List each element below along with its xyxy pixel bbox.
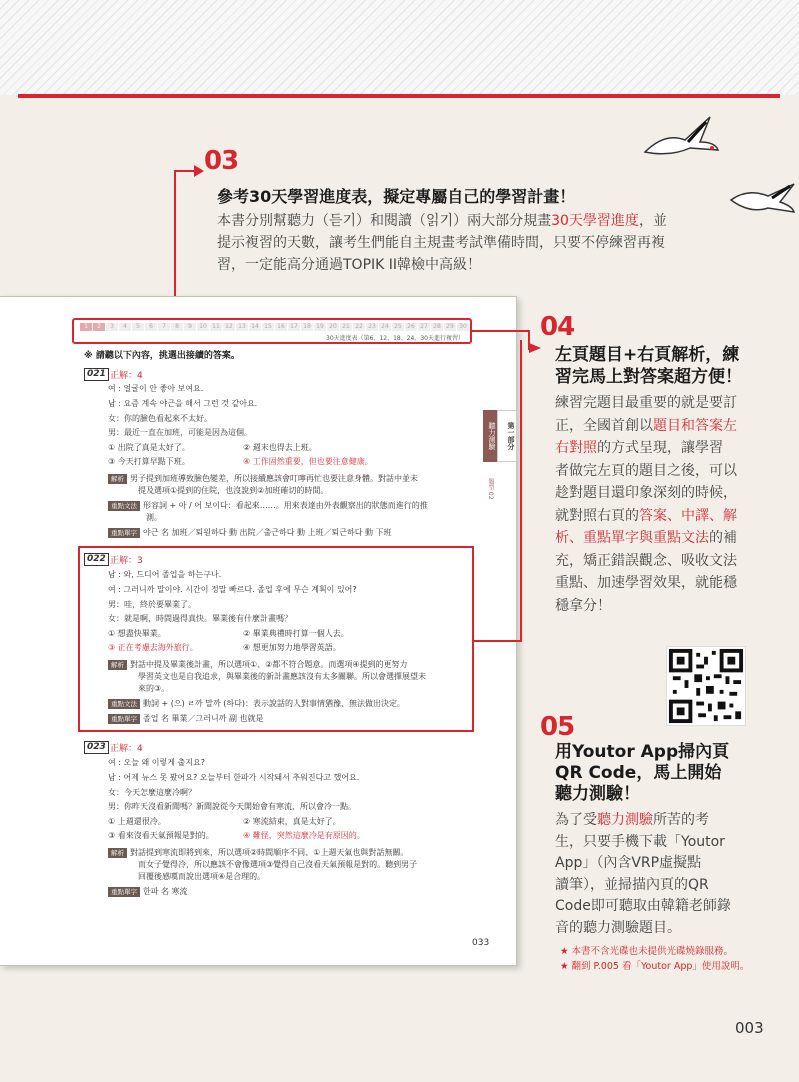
question-number: 022 xyxy=(84,553,109,566)
dialogue-line: 여 : 그러니까 말이야. 시간이 정말 빠르다. 졸업 후에 무슨 계획이 있어? xyxy=(108,585,357,594)
body-line: 就對照右頁的答案、中譯、解 xyxy=(555,507,737,524)
progress-cells xyxy=(80,323,470,331)
progress-table xyxy=(72,318,472,344)
body-line: 充，矯正錯誤觀念、吸收文法 xyxy=(555,552,737,569)
arrow-head-icon xyxy=(194,165,204,177)
question-number: 023 xyxy=(84,741,109,754)
dialogue-line: 女：你的臉色看起來不太好。 xyxy=(108,414,212,423)
body-line: App」（內含VRP虛擬點 xyxy=(555,855,702,871)
answer-label: 正解：3 xyxy=(110,556,143,566)
header-divider xyxy=(18,94,780,98)
section-title: 用Youtor App掃內頁 QR Code，馬上開始 聽力測驗！ xyxy=(555,742,730,804)
progress-day-cell: 7 xyxy=(158,323,170,331)
question-number: 021 xyxy=(84,368,109,381)
progress-day-cell: 16 xyxy=(275,323,287,331)
dialogue-line: 男：哇，終於要畢業了。 xyxy=(108,600,196,609)
answer-label: 正解：4 xyxy=(110,371,143,381)
option-correct: ④ 工作固然重要，但也要注意健康。 xyxy=(243,457,373,466)
progress-day-cell: 4 xyxy=(119,323,131,331)
body-line: 音的聽力測驗題目。 xyxy=(555,919,681,936)
option-correct: ③ 正在考慮去海外旅行。 xyxy=(108,643,198,652)
explanation: 解析 對話提到寒流即將到來，所以選項②時間順序不同、①上週天氣也與對話無關。 xyxy=(108,847,408,858)
section-body xyxy=(555,810,765,939)
progress-day-cell: 2 xyxy=(93,323,105,331)
dialogue-line: 여 : 얼굴이 안 좋아 보여요. xyxy=(108,384,204,393)
dialogue-line: 남 : 와, 드디어 졸업을 하는구나. xyxy=(108,570,222,579)
progress-day-cell: 13 xyxy=(236,323,248,331)
option: ② 週末也得去上班。 xyxy=(243,443,317,452)
dialogue-line: 여 : 오늘 왜 이렇게 춥지요? xyxy=(108,758,205,767)
option: ② 寒流結束，真是太好了。 xyxy=(243,817,341,826)
option: ③ 今天打算早點下班。 xyxy=(108,457,190,466)
section-body xyxy=(555,392,765,617)
progress-day-cell: 10 xyxy=(197,323,209,331)
footnote: ★ 本書不含光碟也未提供光碟燒錄服務。 xyxy=(560,946,734,957)
option: ① 上週還很冷。 xyxy=(108,817,166,826)
option: ① 想盡快畢業。 xyxy=(108,629,166,638)
progress-day-cell: 6 xyxy=(145,323,157,331)
progress-day-cell: 11 xyxy=(210,323,222,331)
progress-day-cell: 14 xyxy=(249,323,261,331)
page-number: 003 xyxy=(735,1019,764,1037)
body-line: 重點、加速學習效果，就能穩 xyxy=(555,575,737,591)
dialogue-line: 男：你昨天沒看新聞嗎？新聞說從今天開始會有寒流，所以會冷一點。 xyxy=(108,802,356,811)
progress-day-cell: 20 xyxy=(327,323,339,331)
connector-line xyxy=(474,640,522,642)
arrow-head-icon xyxy=(529,343,541,353)
progress-day-cell: 25 xyxy=(392,323,404,331)
vocab-note: 重點單字 졸업 名 畢業／그러니까 副 也就是 xyxy=(108,713,264,724)
explanation: 來的③。 xyxy=(138,684,170,693)
body-line: 生，只要手機下載「Youtor xyxy=(555,833,725,850)
section-number: 03 xyxy=(204,146,239,176)
option: ④ 想更加努力地學習英語。 xyxy=(243,643,341,652)
progress-day-cell: 15 xyxy=(262,323,274,331)
answer-label: 正解：4 xyxy=(110,744,143,754)
section-title: 參考30天學習進度表，擬定專屬自己的學習計畫！ xyxy=(217,187,576,206)
body-line: 練習完題目最重要的就是要訂 xyxy=(555,395,737,411)
header-pattern xyxy=(0,0,799,95)
inner-page-number: 033 xyxy=(472,938,490,948)
section-body: 本書分別幫聽力（듣기）和閱讀（읽기）兩大部分規畫30天學習進度，並 提示複習的天數，讓考生們能自主規畫考試準備時間，只要不停練習再複 習，一定能高分通過TOPIK II韓檢中高級！ xyxy=(217,213,667,273)
crane-icon xyxy=(640,112,720,162)
progress-day-cell: 1 xyxy=(80,323,92,331)
grammar-note: 重點文法 動詞 + (으) ㄹ까 말까 (하다)：表示說話的人對事情猶豫、無法做出決定。 xyxy=(108,698,405,709)
section-number: 04 xyxy=(540,312,575,342)
dialogue-line: 女：今天怎麼這麼冷啊？ xyxy=(108,788,196,797)
dialogue-line: 男：最近一直在加班，可能是因為這個。 xyxy=(108,428,252,437)
progress-day-cell: 22 xyxy=(353,323,365,331)
progress-day-cell: 29 xyxy=(444,323,456,331)
explanation: 解析 男子提到加班導致臉色變差，所以接續應該會叮嚀再忙也要注意身體。對話中並未 xyxy=(108,473,418,484)
explanation: 解析 對話中提及畢業後計畫，所以選項①、②都不符合題意。而選項④提到的更努力 xyxy=(108,659,408,670)
progress-day-cell: 21 xyxy=(340,323,352,331)
side-note: 題型 02 xyxy=(487,478,494,500)
body-line: 正，全國首創以題目和答案左 xyxy=(555,417,737,434)
progress-day-cell: 19 xyxy=(314,323,326,331)
side-tab: 聽力測驗 xyxy=(483,410,497,462)
progress-day-cell: 9 xyxy=(184,323,196,331)
body-line: 右對照的方式呈現，讓學習 xyxy=(555,440,723,456)
body-line: 析、重點單字與重點文法的補 xyxy=(555,530,737,546)
body-line: 穩拿分！ xyxy=(555,597,611,614)
body-line: 趁對題目還印象深刻的時候， xyxy=(555,485,737,501)
option: ② 畢業典禮時打算一個人去。 xyxy=(243,629,349,638)
progress-day-cell: 28 xyxy=(431,323,443,331)
qr-code-icon xyxy=(666,646,746,726)
progress-day-cell: 18 xyxy=(301,323,313,331)
vocab-note: 重點單字 야근 名 加班／퇴원하다 動 出院／출근하다 動 上班／퇴근하다 動 下班 xyxy=(108,527,392,538)
instruction-text: ※ 請聽以下內容，挑選出接續的答案。 xyxy=(84,351,240,361)
dialogue-line: 남 : 어제 뉴스 못 봤어요? 오늘부터 한파가 시작돼서 추워진다고 했어요. xyxy=(108,773,360,782)
dialogue-line: 女：就是啊，時間過得真快。畢業後有什麼計畫嗎？ xyxy=(108,614,292,623)
progress-day-cell: 23 xyxy=(366,323,378,331)
section-number: 05 xyxy=(540,712,575,742)
side-tab: 第一部分 xyxy=(497,410,517,462)
explanation: 而女子覺得冷，所以應該不會像選項③覺得自己沒看天氣預報是對的。聽到男子 xyxy=(138,860,418,869)
progress-day-cell: 12 xyxy=(223,323,235,331)
progress-day-cell: 3 xyxy=(106,323,118,331)
grammar-note: 重點文法 形容詞 + 아 / 어 보이다：看起來……。用來表達由外表觀察出的狀態而進行的推 xyxy=(108,500,428,511)
connector-line xyxy=(520,340,522,642)
body-line: 為了受聽力測驗所苦的考 xyxy=(555,812,709,828)
explanation: 提及選項①提到的住院，也沒說到②加班確切的時間。 xyxy=(138,486,329,495)
progress-day-cell: 24 xyxy=(379,323,391,331)
progress-day-cell: 30 xyxy=(457,323,469,331)
dialogue-line: 남 : 요즘 계속 야근을 해서 그런 것 같아요. xyxy=(108,399,258,408)
progress-day-cell: 17 xyxy=(288,323,300,331)
progress-day-cell: 26 xyxy=(405,323,417,331)
explanation: 學習英文也是自我追求，與畢業後的新計畫應該沒有太多關聯。所以會選擇展望未 xyxy=(138,672,426,681)
option-correct: ④ 難怪，突然這麼冷是有原因的。 xyxy=(243,831,365,840)
footnote: ★ 翻到 P.005 看「Youtor App」使用說明。 xyxy=(560,961,750,972)
progress-label: 30天進度表（第6、12、18、24、30天進行複習） xyxy=(326,335,464,342)
body-line: 者做完左頁的題目之後，可以 xyxy=(555,462,737,479)
option: ③ 看來沒看天氣預報是對的。 xyxy=(108,831,214,840)
progress-day-cell: 8 xyxy=(171,323,183,331)
section-title: 左頁題目+右頁解析，練 習完馬上對答案超方便！ xyxy=(555,345,742,387)
grammar-note: 測。 xyxy=(146,513,162,522)
body-line: 讀筆），並掃描內頁的QR xyxy=(555,876,709,893)
explanation: 回覆後感嘆而說出選項④是合理的。 xyxy=(138,872,266,881)
progress-day-cell: 27 xyxy=(418,323,430,331)
crane-icon xyxy=(728,178,798,218)
connector-line xyxy=(472,330,530,332)
progress-day-cell: 5 xyxy=(132,323,144,331)
body-line: Code即可聽取由韓籍老師錄 xyxy=(555,898,731,914)
option: ① 出院了真是太好了。 xyxy=(108,443,190,452)
vocab-note: 重點單字 한파 名 寒流 xyxy=(108,886,188,897)
